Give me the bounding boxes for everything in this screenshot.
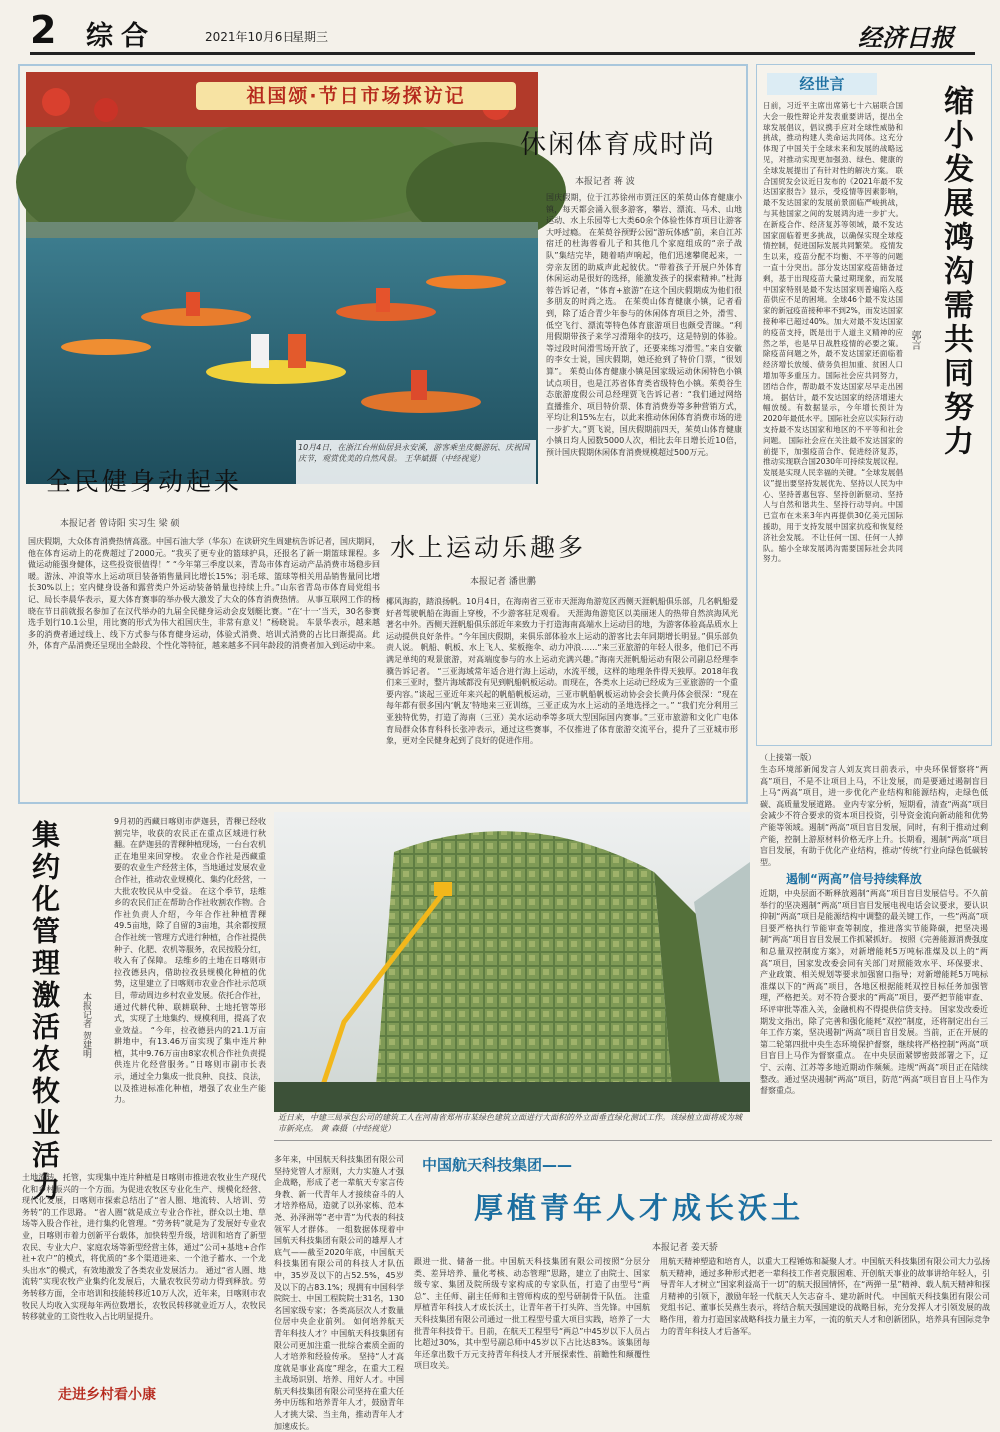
photo-caption: 10月4日，在浙江台州仙居县永安溪，游客乘坐皮艇游玩、庆祝国庆节，观赏优美的自然风景。 王华斌摄（中经视觉） bbox=[296, 440, 536, 484]
green-wall-photo bbox=[274, 812, 750, 1136]
bottom-column-link-text[interactable]: 走进乡村看小康 bbox=[58, 1387, 156, 1403]
aerospace-rule bbox=[274, 1140, 992, 1141]
column-label-text: 经世言 bbox=[799, 75, 845, 93]
bottom-column-link[interactable] bbox=[18, 1384, 268, 1410]
byline-water-sports: 本报记者 潘世鹏 bbox=[470, 577, 536, 587]
aerospace-headline: 厚植青年人才成长沃土 bbox=[474, 1191, 805, 1225]
green-wall-caption: 近日来，中建三局承包公司的建筑工人在河南省郑州市某绿色建筑立面进行大面积的外立面垂直绿化测试工作。该绿植立面将成为城市新亮点。 黄 森摄（中经视觉） bbox=[278, 1113, 742, 1133]
headline-fitness: 全民健身动起来 bbox=[46, 467, 243, 496]
aerospace-block bbox=[274, 1140, 992, 1431]
two-highs-subhead: 遏制“两高”信号持续释放 bbox=[786, 872, 922, 886]
article-fitness: 国庆假期，大众体育消费热情高涨。中国石油大学（华东）在读研究生周建杭告诉记者，国庆期间，他在体育运动上的花费超过了2000元。“我买了更专业的篮球护具，还报名了新一期篮球课程。多做运动能强身健体，这些投资很值得！” “今年第三季度以来，青岛市体育运动产品消费市场稳步回暖。游泳、冲浪等水上运动项目装备销售量同比增长15%；羽毛球、篮球等相关用品销售量同比增长30%以上；室内健身设备和露营类户外运动装备销量也持续上升。”山东省青岛市体育局党组书记、局长李晨华表示，夏大体育赛事的举办极大激发了大众的体育消费热情。 从事互联网工作的杨晓在节日前就报名参加了在汉代举办的九届全民健身运动会皮划艇比赛。“在‘十一’当天，30名参赛选手划行10.1公里，用比赛的形式为伟大祖国庆生，非常有意义！”杨晓说。 车景华表示，越来越多的消费者通过线上、线下方式参与体育健身运动，体验式消费、培训式消费的占比日渐提高。此外，体育产品消费还呈现出全龄段、个性化等特征，越来越多不同年龄段的消费者加入到运动中来。 bbox=[28, 537, 380, 651]
commentary-headline: 缩小发展鸿沟需共同努力 bbox=[938, 85, 973, 459]
aerospace-col3: 用航天精神塑造和培育人，以重大工程锤炼和凝聚人才。中国航天科技集团有限公司大力弘扬航天精神，通过多种形式把老一辈科技工作者克服困难、开创航天事业的故事讲给年轻人，引导青年人才树立“国家利益高于一切”的航天报国情怀，在“两弹一星”精神、载人航天精神和探月精神的引领下，激励年轻一代航天人矢志奋斗、建功新时代。 中国航天科技集团有限公司党组书记、董事长吴燕生表示，将结合航天强国建设的战略目标，充分发挥人才引领发展的战略作用，着力打造国家战略科技力量主力军，一流的航天人才和创新团队，培养具有国际竞争力的青年科技人才后备军。 bbox=[660, 1257, 990, 1336]
feature-block bbox=[18, 64, 748, 804]
aerospace-col2: 跟进一批、储备一批。中国航天科技集团有限公司按照“分层分类、差异培养、量化考核、动态管理”思路，建立了由院士、国家级专家、集团及院所级专家构成的专家队伍，打造了由型号“两总”、主任师、副主任师和主管师构成的型号研制骨干队伍。 注重厚植青年科技人才成长沃土，让青年者干打头阵、当先锋。中国航天科技集团有限公司通过一批工程型号重大项目实践，培养了一大批青年科技骨干。目前，在航天工程型号“两总”中45岁以下人员占比超过30%，其中型号副总师中45岁以下占比达83%。该集团每年还拿出数千万元支持青年科技人才开展探索性、前瞻性和颠覆性项目攻关。 bbox=[414, 1257, 650, 1371]
article-water-sports-col1: 椰风海韵，踏浪扬帆。10月4日，在海南省三亚市天涯海角游览区西侧天涯帆船俱乐部，几名帆船爱好者驾驶帆船在海面上穿梭，不少游客驻足观看。 天涯海角游览区以美丽迷人的热带自然滨海风光著名中外。西侧天涯帆船俱乐部近年来致力于打造海南高端水上运动目的地，为游客体验高品质水上运动提供良好条件。“今年国庆假期，来俱乐部体验水上运动的游客比去年同期增长明显。”俱乐部负责人说。 帆船、帆板、水上飞人、桨板拖伞、动力冲浪……“来三亚旅游的年轻人很多，他们已不再满足单纯的观景旅游，对高端度参与的水上运动充满兴趣。”海南天涯帆船运动有限公司副总经理李骥告诉记者。 “三亚海域常年适合进行海上运动，水流平缓，这样的地理条件得天独厚。2018年我们来三亚时，整片海域都没有见到帆船帆板运动。而现在，各类水上运动已经成为三亚旅游的一个重要内容。”谈起三亚近年来兴起的帆船帆板运动，三亚市帆船帆板运动协会会长黄丹体会很深：“现在每年都有很多国内‘帆友’特地来三亚训练，三亚正成为水上运动的圣地选择之一。” “我们充分利用三亚独特优势，打造了海南（三亚）美水运动季等多项大型国际国内赛事。”三亚市旅游和文化广电体育局群众体育科科长张冲表示，通过这些赛事，不仅推进了体育旅游交流平台，提升了三亚城市形象，更对全民健身起到了良好的促进作用。 bbox=[386, 597, 738, 746]
feature-banner-text: 祖国颂·节日市场探访记 bbox=[246, 85, 466, 107]
section-name: 综合 bbox=[86, 21, 156, 52]
headline-leisure-sports: 休闲体育成时尚 bbox=[520, 130, 717, 160]
aerospace-kicker: 中国航天科技集团—— bbox=[422, 1156, 573, 1174]
two-highs-continued: （上接第一版） bbox=[760, 753, 816, 762]
feature-banner bbox=[196, 82, 516, 110]
masthead-rule bbox=[30, 52, 975, 55]
page-number: 2 bbox=[30, 8, 57, 52]
kayak-photo-graphic bbox=[26, 72, 538, 484]
issue-date: 2021年10月6日 bbox=[205, 30, 295, 44]
feature-photo bbox=[26, 72, 538, 484]
green-building-graphic bbox=[274, 812, 750, 1112]
agriculture-byline: 本报记者 贺建明 bbox=[81, 992, 91, 1058]
masthead bbox=[0, 0, 1000, 60]
commentary-block bbox=[756, 64, 992, 746]
two-highs-block bbox=[756, 752, 992, 1130]
agriculture-block bbox=[18, 812, 268, 1380]
headline-water-sports: 水上运动乐趣多 bbox=[390, 533, 587, 562]
commentary-body: 日前，习近平主席出席第七十六届联合国大会一般性辩论并发表重要讲话，提出全球发展倡议，倡议携手应对全球性威胁和挑战，推动构建人类命运共同体。这充分体现了中国关于全球未来和发展的战略远见，对推动实现更加强劲、绿色、健康的全球发展提出了有针对性的解决方案。 联合国贸发会议近日发布的《2021年最不发达国家报告》显示，受疫情等因素影响，最不发达国家的发展前景面临严峻挑战，与其他国家之间的发展鸿沟进一步扩大。在新疫合作、经济复苏等领域，最不发达国家面临着更多挑战，以确保实现全球疫情控制，促进国际发展共同繁荣。 疫情发生以来，疫苗分配不均衡、不平等的问题一直十分突出。部分发达国家疫苗储备过剩，基于出现疫苗大量过期现象，而发展中国家特别是最不发达国家则普遍陷入疫苗供应不足的困境。全球46个最不发达国家的新冠疫苗接种率不到2%，而发达国家接种率已超过40%。加大对最不发达国家的疫苗支持，既是出于人道主义精神的应然之举，也是早日战胜疫情的必要之策。 除疫苗问题之外，最不发达国家还面临着经济增长放缓、债务负担加重、贫困人口增加等多重压力。国际社会应共同努力，团结合作，帮助最不发达国家尽早走出困境。 据估计，最不发达国家的经济增速大幅放缓。有数据显示，今年增长预计为2020年最低水平。国际社会应以实际行动支持最不发达国家和地区的不平等和社会问题。 国际社会应在关注最不发达国家的前提下，加强疫苗合作、促进经济复苏，推动实现联合国2030年可持续发展议程。 发展是实现人民幸福的关键。“全球发展倡议”提出要坚持发展优先、坚持以人民为中心、坚持普惠包容、坚持创新驱动、坚持人与自然和谐共生、坚持行动导向。中国已宣布在未来3年内再提供30亿美元国际援助，用于支持发展中国家抗疫和恢复经济社会发展。 不让任何一国、任何一人掉队。缩小全球发展鸿沟需要国际社会共同努力。 bbox=[763, 101, 903, 564]
issue-weekday: 星期三 bbox=[292, 30, 329, 44]
aerospace-byline: 本报记者 姜天骄 bbox=[652, 1243, 718, 1253]
aerospace-col1: 多年来，中国航天科技集团有限公司坚持党管人才原则，大力实施人才强企战略，形成了老一辈航天专家言传身教、新一代青年人才接续奋斗的人才培养格局，造就了以孙家栋、范本尧、孙泽洲等“老中青”为代表的科技领军人才群体。 一组数据体现着中国航天科技集团有限公司的雄厚人才底气——截至2020年底，中国航天科技集团有限公司的科技人才队伍中，35岁及以下的占52.5%，45岁及以下的占83.1%；现拥有中国科学院院士、中国工程院院士31名，130名国家级专家；各类高层次人才数量位居中央企业前列。 如何培养航天青年科技人才？中国航天科技集团有限公司更加注重一批综合素质全面的人才培养和经验传承。 坚持“人才高度就是事业高度”理念，在重大工程主战场识别、培养、用好人才。中国航天科技集团有限公司坚持在重大任务中历练和培养青年人才，鼓励青年人才挑大梁、当主角，推动青年人才加速成长。 bbox=[274, 1155, 404, 1431]
newspaper-logo: 经济日报 bbox=[858, 23, 954, 52]
article-leisure-sports: 国庆假期，位于江苏徐州市贾汪区的茱萸山体育健康小镇，每天都会涌入很多游客，攀岩、漂流、马术、山地运动、水上乐园等七大类60余个体验性体育项目让游客大呼过瘾。 在茱萸谷预野公园“游玩体感”前，来自江苏宿迁的杜海蓉看儿子和其他几个家庭组成的“亲子战队”集结完毕，随着哨声响起，他们迅速攀爬起来，一旁亲友团的助威声此起彼伏。“带着孩子开展户外体育休闲运动是很好的选择，能激发孩子的探索精神。”杜海蓉告诉记者，“体育+旅游”在这个国庆假期成为他们很多朋友的时尚之选。 在茱萸山体育健康小镇，记者看到，除了适合青少年参与的休闲体育项目之外，滑雪、低空飞行、漂流等特色体育旅游项目也颇受青睐。“利用假期带孩子来学习滑翔伞的技巧，这是特别的体验。等过段时间滑雪场开放了，还要来练习滑雪。”来自安徽的李女士说，国庆假期，她还抢到了特价门票，“很划算”。 茱萸山体育健康小镇是国家级运动休闲特色小镇试点项目，也是江苏省体育类省级特色小镇。茱萸谷生态旅游度假公司总经理贾飞告诉记者：“我们通过网络直播推介、项目特价票、体育消费券等多种营销方式，平均让利15%左右，以此来推动休闲体育消费市场的进一步扩大。”贾飞说，国庆假期前四天，茱萸山体育健康小镇日均人园数5000人次，相比去年日增长近10倍，预计国庆假期休闲体育消费规模超过500万元。 bbox=[546, 193, 742, 458]
commentary-author: 郭言 bbox=[909, 330, 920, 350]
two-highs-intro: 生态环境部新闻发言人刘友宾日前表示，中央环保督察将“两高”项目，不是不让项目上马，不让发展，而是要通过遏制盲目上马“两高”项目，进一步优化产业结构和能源结构，走绿色低碳、高质量发展道路。 业内专家分析，短期看，清查“两高”项目会减少不符合要求的资本项目投资，引导资金流向新动能和优势产能等领域。遏制“两高”项目盲目发展，同时，有利于推动过剩产能，控制上游原材料价格无序上升。长期看，遏制“两高”项目盲目发展，有助于优化产业结构，推动“传统”行业向绿色低碳转型。 bbox=[760, 765, 988, 867]
byline-leisure-sports: 本报记者 蒋 波 bbox=[575, 177, 635, 187]
agriculture-headline: 集约化管理激活农牧业活力 bbox=[28, 820, 61, 1204]
agriculture-body-top: 9月初的西藏日喀则市萨迦县，青稞已经收割完毕，收获的农民正在重点区域进行秋翻。在萨迦县的青稞种植现场，一台台农机正在地里来回穿梭。 农业合作社是西藏重要的农业生产经营主体，当地通过发展农业合作社，推动农业规模化、集约化经营，一大批农牧民从中受益。 在这个季节，珐维乡的农民们正在帮助合作社收割农作物。合作社负责人介绍，今年合作社种植青稞49.5亩地，除了自留的3亩地，其余都按照合作社统一管理方式进行种植，合作社提供种子、化肥、农机等服务，农民按股分红，收入有了保障。 珐维乡的土地在日喀则市拉孜德县内，借助拉孜县规模化种植的优势，这里建立了日喀则市农业合作社示范项目，带动周边乡村农业发展。依托合作社，通过代耕代种、联耕联种、土地托管等形式，实现了土地集约、规模利用，提高了农业效益。 “今年，拉孜德县内的21.1万亩耕地中，有13.46万亩实现了集中连片种植，其中9.76万亩由8家农机合作社负责提供连片化经营服务。”日喀则市副市长表示，通过全力集成一批良种、良技、良法，以及推进标准化种植，增强了农业生产能力。 bbox=[114, 817, 266, 1105]
column-label bbox=[767, 73, 877, 95]
byline-fitness: 本报记者 曾诗阳 实习生 梁 硕 bbox=[60, 519, 180, 529]
two-highs-body: 近期，中央层面不断释放遏制“两高”项目盲目发展信号。不久前举行的坚决遏制“两高”项目盲目发展电视电话会议要求，要认识抑制“两高”项目是能源结构中调整的最关键工作，一些“两高”项目要严格执行节能审查等制度，推进落实节能降碳，把坚决遏制“两高”项目盲目发展工作抓紧抓好。 按照《完善能源消费强度和总量双控制度方案》，对新增能耗5万吨标准煤及以上的“两高”项目，国家发改委会同有关部门对照能效水平、环保要求、产业政策、相关规划等要求加强窗口指导；对新增能耗5万吨标准煤以下的“两高”项目，各地区根据能耗双控目标任务加强管理，严格把关。对不符合要求的“两高”项目，要严把节能审查、环评审批等准入关，金融机构不得提供信贷支持。 国家发改委近期发文指出，除了完善和强化能耗“双控”制度，还将制定出台三年工作方案，坚决遏制“两高”项目盲目发展。当前，正在开展的第二轮第四批中央生态环境保护督察，继续将严格控制“两高”项目盲目上马作为督察重点。 在中央层面紧锣密鼓部署之下，辽宁、云南、江苏等多地近期动作频频。违规“两高”项目正在陆续整改。通过坚决遏制“两高”项目，防范“两高”项目盲目上马作为督察重点。 bbox=[760, 889, 988, 1096]
agriculture-body-bottom: 土地流转、托管，实现集中连片种植是日喀则市推进农牧业生产现代化和乡村振兴的一个方面。为促进农牧区专业化生产、规模化经营、现代化发展，日喀则市探索总结出了“省人圈、地流转、人培训、劳务转”的工作思路。 “省人圈”就是成立专业合作社，群众以土地、草场等入股合作社，进行集约化管理。“劳务转”就是为了发展好专业农业，日喀则市着力创新平台载体，加快转型升级，培训和培育了新型农民、专业大户、家庭农场等新型经营主体，通过“公司+基地+合作社+农户”的模式，将优质的“多个渠道进来、一个池子蓄水、一个龙头出水”的模式，有效地激发了各类农业发展活力。 通过“省人圈、地流转”实现农牧产业集约化发展后，大量农牧民劳动力得到释放。劳务转移方面，全市培训和技能转移近10万人次，近年来，日喀则市农牧民人均收入实现每年两位数增长，农牧民转移就业近万人，农牧民转移就业的工资性收入占比明显提升。 bbox=[22, 1173, 266, 1322]
